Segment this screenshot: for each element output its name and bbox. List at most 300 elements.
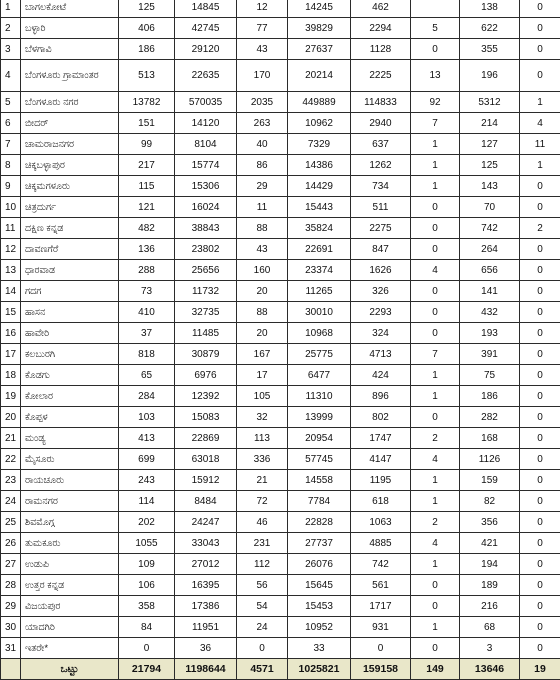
- value-cell: 2: [411, 512, 460, 533]
- value-cell: 432: [460, 302, 520, 323]
- value-cell: 22691: [288, 239, 351, 260]
- value-cell: 0: [520, 239, 560, 260]
- value-cell: 103: [119, 407, 175, 428]
- value-cell: 10962: [288, 113, 351, 134]
- value-cell: 112: [237, 554, 288, 575]
- value-cell: 216: [460, 596, 520, 617]
- table-row: [1, 596, 560, 617]
- value-cell: 25775: [288, 344, 351, 365]
- table-row: [1, 39, 560, 60]
- value-cell: 356: [460, 512, 520, 533]
- value-cell: 168: [460, 428, 520, 449]
- value-cell: 2225: [351, 60, 411, 92]
- value-cell: 231: [237, 533, 288, 554]
- value-cell: 186: [460, 386, 520, 407]
- value-cell: 5: [411, 18, 460, 39]
- value-cell: 14386: [288, 155, 351, 176]
- value-cell: 0: [411, 218, 460, 239]
- value-cell: 20954: [288, 428, 351, 449]
- district-name-cell: ಚಿತ್ರದುರ್ಗ: [21, 197, 119, 218]
- value-cell: 1055: [119, 533, 175, 554]
- value-cell: 243: [119, 470, 175, 491]
- value-cell: 4713: [351, 344, 411, 365]
- value-cell: 1717: [351, 596, 411, 617]
- table-row: [1, 533, 560, 554]
- value-cell: 406: [119, 18, 175, 39]
- row-serial-cell: 12: [1, 239, 21, 260]
- table-row: [1, 197, 560, 218]
- value-cell: 4: [411, 449, 460, 470]
- table-row: [1, 449, 560, 470]
- value-cell: 84: [119, 617, 175, 638]
- district-name-cell: ಚಾಮರಾಜನಗರ: [21, 134, 119, 155]
- district-name-cell: ಕೊಪ್ಪಳ: [21, 407, 119, 428]
- value-cell: 656: [460, 260, 520, 281]
- row-serial-cell: 5: [1, 92, 21, 113]
- total-row: [1, 659, 560, 680]
- row-serial-cell: 29: [1, 596, 21, 617]
- value-cell: 10968: [288, 323, 351, 344]
- value-cell: 11732: [175, 281, 237, 302]
- value-cell: 0: [411, 239, 460, 260]
- value-cell: 217: [119, 155, 175, 176]
- value-cell: 32: [237, 407, 288, 428]
- district-name-cell: ರಾಯಚೂರು: [21, 470, 119, 491]
- value-cell: 46: [237, 512, 288, 533]
- value-cell: 17386: [175, 596, 237, 617]
- value-cell: 13999: [288, 407, 351, 428]
- value-cell: 214: [460, 113, 520, 134]
- value-cell: 0: [411, 197, 460, 218]
- value-cell: 264: [460, 239, 520, 260]
- row-serial-cell: 19: [1, 386, 21, 407]
- value-cell: 734: [351, 176, 411, 197]
- value-cell: 32735: [175, 302, 237, 323]
- value-cell: 189: [460, 575, 520, 596]
- value-cell: 22869: [175, 428, 237, 449]
- value-cell: 0: [411, 407, 460, 428]
- value-cell: 17: [237, 365, 288, 386]
- value-cell: 1626: [351, 260, 411, 281]
- district-name-cell: ಚಿಕ್ಕಮಗಳೂರು: [21, 176, 119, 197]
- value-cell: 818: [119, 344, 175, 365]
- value-cell: 847: [351, 239, 411, 260]
- value-cell: 99: [119, 134, 175, 155]
- row-serial-cell: 20: [1, 407, 21, 428]
- table-row: [1, 428, 560, 449]
- district-name-cell: ಬೆಂಗಳೂರು ಗ್ರಾಮಾಂತರ: [21, 60, 119, 92]
- table-row: [1, 302, 560, 323]
- value-cell: 336: [237, 449, 288, 470]
- row-serial-cell: 28: [1, 575, 21, 596]
- district-name-cell: ಕೊಡಗು: [21, 365, 119, 386]
- value-cell: 0: [520, 449, 560, 470]
- value-cell: 39829: [288, 18, 351, 39]
- value-cell: 4147: [351, 449, 411, 470]
- value-cell: 27637: [288, 39, 351, 60]
- row-serial-cell: 17: [1, 344, 21, 365]
- value-cell: 0: [520, 512, 560, 533]
- table-row: [1, 60, 560, 92]
- value-cell: 114833: [351, 92, 411, 113]
- table-row: [1, 344, 560, 365]
- value-cell: 0: [411, 39, 460, 60]
- district-name-cell: ದಾವಣಗೆರೆ: [21, 239, 119, 260]
- value-cell: 15083: [175, 407, 237, 428]
- value-cell: 22635: [175, 60, 237, 92]
- value-cell: 16395: [175, 575, 237, 596]
- value-cell: 82: [460, 491, 520, 512]
- value-cell: 6477: [288, 365, 351, 386]
- value-cell: 1195: [351, 470, 411, 491]
- row-serial-cell: 1: [1, 0, 21, 18]
- value-cell: 0: [411, 302, 460, 323]
- value-cell: 511: [351, 197, 411, 218]
- value-cell: 4885: [351, 533, 411, 554]
- table-row: [1, 281, 560, 302]
- value-cell: 0: [411, 575, 460, 596]
- value-cell: 11485: [175, 323, 237, 344]
- value-cell: 30879: [175, 344, 237, 365]
- value-cell: 106: [119, 575, 175, 596]
- value-cell: 86: [237, 155, 288, 176]
- value-cell: 7784: [288, 491, 351, 512]
- value-cell: 1: [411, 155, 460, 176]
- district-name-cell: ಮಂಡ್ಯ: [21, 428, 119, 449]
- row-serial-cell: 18: [1, 365, 21, 386]
- value-cell: 0: [520, 533, 560, 554]
- total-value-cell: 1025821: [288, 659, 351, 680]
- value-cell: 0: [520, 638, 560, 659]
- value-cell: 0: [237, 638, 288, 659]
- value-cell: 4: [411, 260, 460, 281]
- value-cell: 802: [351, 407, 411, 428]
- value-cell: 0: [520, 407, 560, 428]
- value-cell: 11: [237, 197, 288, 218]
- district-name-cell: ಹಾವೇರಿ: [21, 323, 119, 344]
- value-cell: 413: [119, 428, 175, 449]
- value-cell: 20: [237, 281, 288, 302]
- table-row: [1, 239, 560, 260]
- table-row: [1, 155, 560, 176]
- value-cell: 14245: [288, 0, 351, 18]
- value-cell: 33: [288, 638, 351, 659]
- value-cell: 143: [460, 176, 520, 197]
- value-cell: 449889: [288, 92, 351, 113]
- value-cell: 121: [119, 197, 175, 218]
- value-cell: 742: [351, 554, 411, 575]
- value-cell: 21: [237, 470, 288, 491]
- value-cell: 15912: [175, 470, 237, 491]
- value-cell: 2: [520, 218, 560, 239]
- value-cell: 0: [411, 281, 460, 302]
- row-serial-cell: 3: [1, 39, 21, 60]
- value-cell: 0: [520, 197, 560, 218]
- total-label-cell: ಒಟ್ಟು: [21, 659, 119, 680]
- value-cell: 0: [411, 596, 460, 617]
- value-cell: 70: [460, 197, 520, 218]
- value-cell: 75: [460, 365, 520, 386]
- value-cell: 27012: [175, 554, 237, 575]
- value-cell: 513: [119, 60, 175, 92]
- value-cell: 1128: [351, 39, 411, 60]
- district-name-cell: ರಾಮನಗರ: [21, 491, 119, 512]
- district-name-cell: ಯಾದಗಿರಿ: [21, 617, 119, 638]
- value-cell: 7: [411, 113, 460, 134]
- district-name-cell: ವಿಜಯಪುರ: [21, 596, 119, 617]
- value-cell: 699: [119, 449, 175, 470]
- table-row: [1, 218, 560, 239]
- value-cell: 202: [119, 512, 175, 533]
- value-cell: 1: [411, 491, 460, 512]
- value-cell: 24: [237, 617, 288, 638]
- district-name-cell: ಚಿಕ್ಕಬಳ್ಳಾಪುರ: [21, 155, 119, 176]
- value-cell: 0: [520, 596, 560, 617]
- value-cell: 931: [351, 617, 411, 638]
- value-cell: 136: [119, 239, 175, 260]
- value-cell: 0: [411, 323, 460, 344]
- district-name-cell: ಗದಗ: [21, 281, 119, 302]
- value-cell: 11310: [288, 386, 351, 407]
- value-cell: 14429: [288, 176, 351, 197]
- value-cell: 4: [520, 113, 560, 134]
- row-serial-cell: 30: [1, 617, 21, 638]
- value-cell: 42745: [175, 18, 237, 39]
- value-cell: 20214: [288, 60, 351, 92]
- value-cell: 2940: [351, 113, 411, 134]
- value-cell: 637: [351, 134, 411, 155]
- value-cell: 2035: [237, 92, 288, 113]
- value-cell: 1: [411, 134, 460, 155]
- value-cell: 5312: [460, 92, 520, 113]
- value-cell: 391: [460, 344, 520, 365]
- table-row: [1, 554, 560, 575]
- table-row: [1, 512, 560, 533]
- value-cell: 1: [411, 176, 460, 197]
- value-cell: 0: [520, 39, 560, 60]
- value-cell: 0: [520, 491, 560, 512]
- value-cell: 1: [411, 365, 460, 386]
- value-cell: 88: [237, 218, 288, 239]
- value-cell: 0: [520, 60, 560, 92]
- value-cell: 15443: [288, 197, 351, 218]
- value-cell: 88: [237, 302, 288, 323]
- value-cell: 23374: [288, 260, 351, 281]
- table-row: [1, 176, 560, 197]
- district-name-cell: ಉತ್ತರ ಕನ್ನಡ: [21, 575, 119, 596]
- value-cell: 72: [237, 491, 288, 512]
- row-serial-cell: 15: [1, 302, 21, 323]
- value-cell: 0: [520, 302, 560, 323]
- value-cell: 284: [119, 386, 175, 407]
- row-serial-cell: 14: [1, 281, 21, 302]
- value-cell: 0: [520, 365, 560, 386]
- value-cell: 105: [237, 386, 288, 407]
- value-cell: 151: [119, 113, 175, 134]
- value-cell: 3: [460, 638, 520, 659]
- row-serial-cell: 16: [1, 323, 21, 344]
- district-name-cell: ಬೀದರ್: [21, 113, 119, 134]
- value-cell: 27737: [288, 533, 351, 554]
- value-cell: 896: [351, 386, 411, 407]
- value-cell: 65: [119, 365, 175, 386]
- total-spacer-cell: [1, 659, 21, 680]
- value-cell: 8484: [175, 491, 237, 512]
- value-cell: 13782: [119, 92, 175, 113]
- total-value-cell: 13646: [460, 659, 520, 680]
- value-cell: 0: [520, 281, 560, 302]
- value-cell: 35824: [288, 218, 351, 239]
- value-cell: 1: [411, 470, 460, 491]
- table-row: [1, 92, 560, 113]
- table-row: [1, 386, 560, 407]
- value-cell: 15453: [288, 596, 351, 617]
- value-cell: 462: [351, 0, 411, 18]
- value-cell: 29120: [175, 39, 237, 60]
- row-serial-cell: 25: [1, 512, 21, 533]
- value-cell: 16024: [175, 197, 237, 218]
- value-cell: 57745: [288, 449, 351, 470]
- district-name-cell: ಕೋಲಾರ: [21, 386, 119, 407]
- value-cell: 13: [411, 60, 460, 92]
- value-cell: 12: [237, 0, 288, 18]
- value-cell: 0: [520, 176, 560, 197]
- total-value-cell: 149: [411, 659, 460, 680]
- value-cell: 263: [237, 113, 288, 134]
- value-cell: 160: [237, 260, 288, 281]
- value-cell: 33043: [175, 533, 237, 554]
- value-cell: 109: [119, 554, 175, 575]
- value-cell: 618: [351, 491, 411, 512]
- value-cell: 2294: [351, 18, 411, 39]
- row-serial-cell: 10: [1, 197, 21, 218]
- value-cell: 167: [237, 344, 288, 365]
- value-cell: 40: [237, 134, 288, 155]
- value-cell: 25656: [175, 260, 237, 281]
- value-cell: 1: [520, 155, 560, 176]
- value-cell: 43: [237, 239, 288, 260]
- row-serial-cell: 27: [1, 554, 21, 575]
- district-name-cell: ಬೆಳಗಾವಿ: [21, 39, 119, 60]
- value-cell: 424: [351, 365, 411, 386]
- value-cell: 324: [351, 323, 411, 344]
- value-cell: 11951: [175, 617, 237, 638]
- value-cell: 0: [520, 344, 560, 365]
- total-value-cell: 4571: [237, 659, 288, 680]
- value-cell: 0: [520, 617, 560, 638]
- value-cell: 10952: [288, 617, 351, 638]
- value-cell: 0: [520, 18, 560, 39]
- district-name-cell: ಉಡುಪಿ: [21, 554, 119, 575]
- value-cell: 68: [460, 617, 520, 638]
- table-row: [1, 113, 560, 134]
- value-cell: 7329: [288, 134, 351, 155]
- value-cell: 115: [119, 176, 175, 197]
- district-name-cell: ಕಲಬುರಗಿ: [21, 344, 119, 365]
- value-cell: 358: [119, 596, 175, 617]
- row-serial-cell: 31: [1, 638, 21, 659]
- value-cell: 0: [520, 554, 560, 575]
- row-serial-cell: 2: [1, 18, 21, 39]
- district-name-cell: ಹಾಸನ: [21, 302, 119, 323]
- value-cell: 92: [411, 92, 460, 113]
- value-cell: 114: [119, 491, 175, 512]
- value-cell: 561: [351, 575, 411, 596]
- value-cell: 12392: [175, 386, 237, 407]
- value-cell: 6976: [175, 365, 237, 386]
- value-cell: 355: [460, 39, 520, 60]
- value-cell: 138: [460, 0, 520, 18]
- value-cell: 421: [460, 533, 520, 554]
- value-cell: 23802: [175, 239, 237, 260]
- value-cell: 20: [237, 323, 288, 344]
- value-cell: 0: [351, 638, 411, 659]
- value-cell: 11265: [288, 281, 351, 302]
- row-serial-cell: 7: [1, 134, 21, 155]
- value-cell: 159: [460, 470, 520, 491]
- value-cell: 1: [411, 386, 460, 407]
- value-cell: 0: [520, 0, 560, 18]
- value-cell: 37: [119, 323, 175, 344]
- row-serial-cell: 23: [1, 470, 21, 491]
- value-cell: 1747: [351, 428, 411, 449]
- district-name-cell: ಶಿವಮೊಗ್ಗ: [21, 512, 119, 533]
- value-cell: 622: [460, 18, 520, 39]
- row-serial-cell: 11: [1, 218, 21, 239]
- value-cell: 63018: [175, 449, 237, 470]
- value-cell: 1126: [460, 449, 520, 470]
- table-row: [1, 575, 560, 596]
- value-cell: [411, 0, 460, 18]
- value-cell: 73: [119, 281, 175, 302]
- table-row: [1, 323, 560, 344]
- value-cell: 15306: [175, 176, 237, 197]
- value-cell: 186: [119, 39, 175, 60]
- row-serial-cell: 24: [1, 491, 21, 512]
- table-row: [1, 638, 560, 659]
- value-cell: 29: [237, 176, 288, 197]
- value-cell: 77: [237, 18, 288, 39]
- table-row: [1, 134, 560, 155]
- value-cell: 326: [351, 281, 411, 302]
- district-name-cell: ಧಾರವಾಡ: [21, 260, 119, 281]
- total-value-cell: 21794: [119, 659, 175, 680]
- district-name-cell: ದಕ್ಷಿಣ ಕನ್ನಡ: [21, 218, 119, 239]
- value-cell: 0: [520, 575, 560, 596]
- value-cell: 38843: [175, 218, 237, 239]
- value-cell: 282: [460, 407, 520, 428]
- value-cell: 14845: [175, 0, 237, 18]
- value-cell: 0: [411, 638, 460, 659]
- district-name-cell: ಬಳ್ಳಾರಿ: [21, 18, 119, 39]
- value-cell: 127: [460, 134, 520, 155]
- district-name-cell: ಇತರೇ*: [21, 638, 119, 659]
- row-serial-cell: 8: [1, 155, 21, 176]
- value-cell: 125: [460, 155, 520, 176]
- value-cell: 24247: [175, 512, 237, 533]
- value-cell: 2275: [351, 218, 411, 239]
- value-cell: 0: [520, 386, 560, 407]
- value-cell: 11: [520, 134, 560, 155]
- table-row: [1, 260, 560, 281]
- value-cell: 113: [237, 428, 288, 449]
- value-cell: 170: [237, 60, 288, 92]
- table-row: [1, 407, 560, 428]
- value-cell: 196: [460, 60, 520, 92]
- value-cell: 2: [411, 428, 460, 449]
- value-cell: 0: [520, 260, 560, 281]
- table-body: [1, 0, 560, 680]
